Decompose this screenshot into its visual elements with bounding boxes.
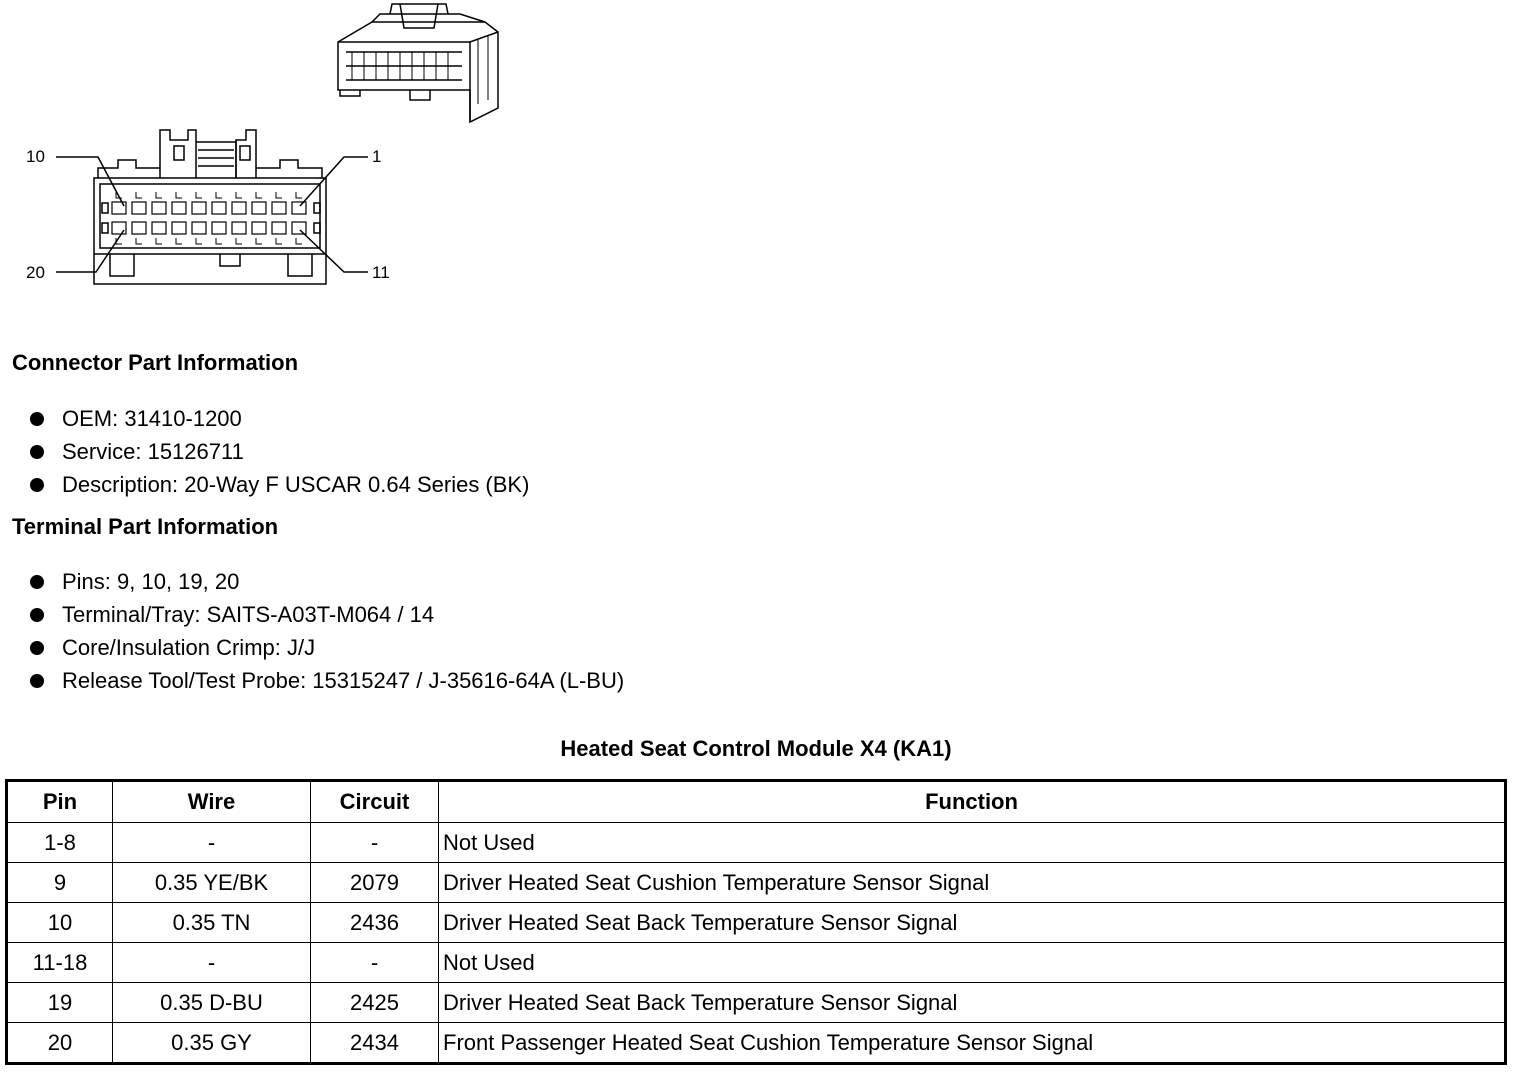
pin-label-11: 11 bbox=[372, 263, 390, 282]
list-item bbox=[30, 468, 529, 501]
list-item bbox=[30, 631, 624, 664]
header-circuit: Circuit bbox=[311, 781, 439, 823]
cell-function: Front Passenger Heated Seat Cushion Temperature Sensor Signal bbox=[439, 1023, 1506, 1064]
cell-circuit: 2425 bbox=[311, 983, 439, 1023]
table-row bbox=[7, 903, 1506, 943]
connector-info-heading: Connector Part Information bbox=[12, 350, 299, 375]
pin-label-1: 1 bbox=[372, 147, 382, 166]
connector-front-view bbox=[94, 130, 326, 284]
connector-description: Description: 20-Way F USCAR 0.64 Series (BK) bbox=[62, 472, 530, 497]
bullet-icon bbox=[30, 575, 44, 589]
terminal-pins: Pins: 9, 10, 19, 20 bbox=[62, 569, 240, 594]
header-wire: Wire bbox=[113, 781, 311, 823]
pin-label-10: 10 bbox=[26, 147, 45, 166]
cell-wire: 0.35 D-BU bbox=[113, 983, 311, 1023]
cell-function: Driver Heated Seat Back Temperature Sensor Signal bbox=[439, 983, 1506, 1023]
connector-info-list bbox=[30, 402, 529, 501]
terminal-info-heading: Terminal Part Information bbox=[12, 514, 279, 539]
cell-pin: 1-8 bbox=[7, 823, 113, 863]
bullet-icon bbox=[30, 412, 44, 426]
cell-wire: - bbox=[113, 943, 311, 983]
cell-pin: 19 bbox=[7, 983, 113, 1023]
connector-diagram bbox=[0, 0, 520, 300]
table-row bbox=[7, 823, 1506, 863]
cell-wire: 0.35 GY bbox=[113, 1023, 311, 1064]
pinout-table bbox=[5, 779, 1507, 1065]
terminal-release-tool: Release Tool/Test Probe: 15315247 / J-35616-64A (L-BU) bbox=[62, 668, 625, 693]
cell-pin: 11-18 bbox=[7, 943, 113, 983]
bullet-icon bbox=[30, 641, 44, 655]
table-title: Heated Seat Control Module X4 (KA1) bbox=[560, 736, 952, 761]
terminal-info-list bbox=[30, 565, 624, 697]
bullet-icon bbox=[30, 608, 44, 622]
header-pin: Pin bbox=[7, 781, 113, 823]
list-item bbox=[30, 565, 624, 598]
list-item bbox=[30, 598, 624, 631]
list-item bbox=[30, 664, 624, 697]
bullet-icon bbox=[30, 478, 44, 492]
connector-drawing bbox=[0, 0, 520, 300]
connector-oem: OEM: 31410-1200 bbox=[62, 406, 242, 431]
list-item bbox=[30, 402, 529, 435]
cell-circuit: 2079 bbox=[311, 863, 439, 903]
cell-pin: 20 bbox=[7, 1023, 113, 1064]
cell-pin: 9 bbox=[7, 863, 113, 903]
cell-circuit: 2436 bbox=[311, 903, 439, 943]
bullet-icon bbox=[30, 445, 44, 459]
connector-service: Service: 15126711 bbox=[62, 439, 244, 464]
terminal-crimp: Core/Insulation Crimp: J/J bbox=[62, 635, 316, 660]
cell-wire: 0.35 TN bbox=[113, 903, 311, 943]
cell-wire: 0.35 YE/BK bbox=[113, 863, 311, 903]
cell-function: Not Used bbox=[439, 943, 1506, 983]
cell-function: Driver Heated Seat Back Temperature Sensor Signal bbox=[439, 903, 1506, 943]
bullet-icon bbox=[30, 674, 44, 688]
table-header-row bbox=[7, 781, 1506, 823]
cell-circuit: - bbox=[311, 943, 439, 983]
cell-function: Driver Heated Seat Cushion Temperature Sensor Signal bbox=[439, 863, 1506, 903]
table-row bbox=[7, 863, 1506, 903]
cell-circuit: - bbox=[311, 823, 439, 863]
table-row bbox=[7, 943, 1506, 983]
cell-pin: 10 bbox=[7, 903, 113, 943]
list-item bbox=[30, 435, 529, 468]
connector-3d-view bbox=[338, 4, 498, 122]
cell-function: Not Used bbox=[439, 823, 1506, 863]
terminal-tray: Terminal/Tray: SAITS-A03T-M064 / 14 bbox=[62, 602, 435, 627]
cell-wire: - bbox=[113, 823, 311, 863]
pin-label-20: 20 bbox=[26, 263, 45, 282]
cell-circuit: 2434 bbox=[311, 1023, 439, 1064]
table-row bbox=[7, 983, 1506, 1023]
table-row bbox=[7, 1023, 1506, 1064]
header-function: Function bbox=[439, 781, 1506, 823]
